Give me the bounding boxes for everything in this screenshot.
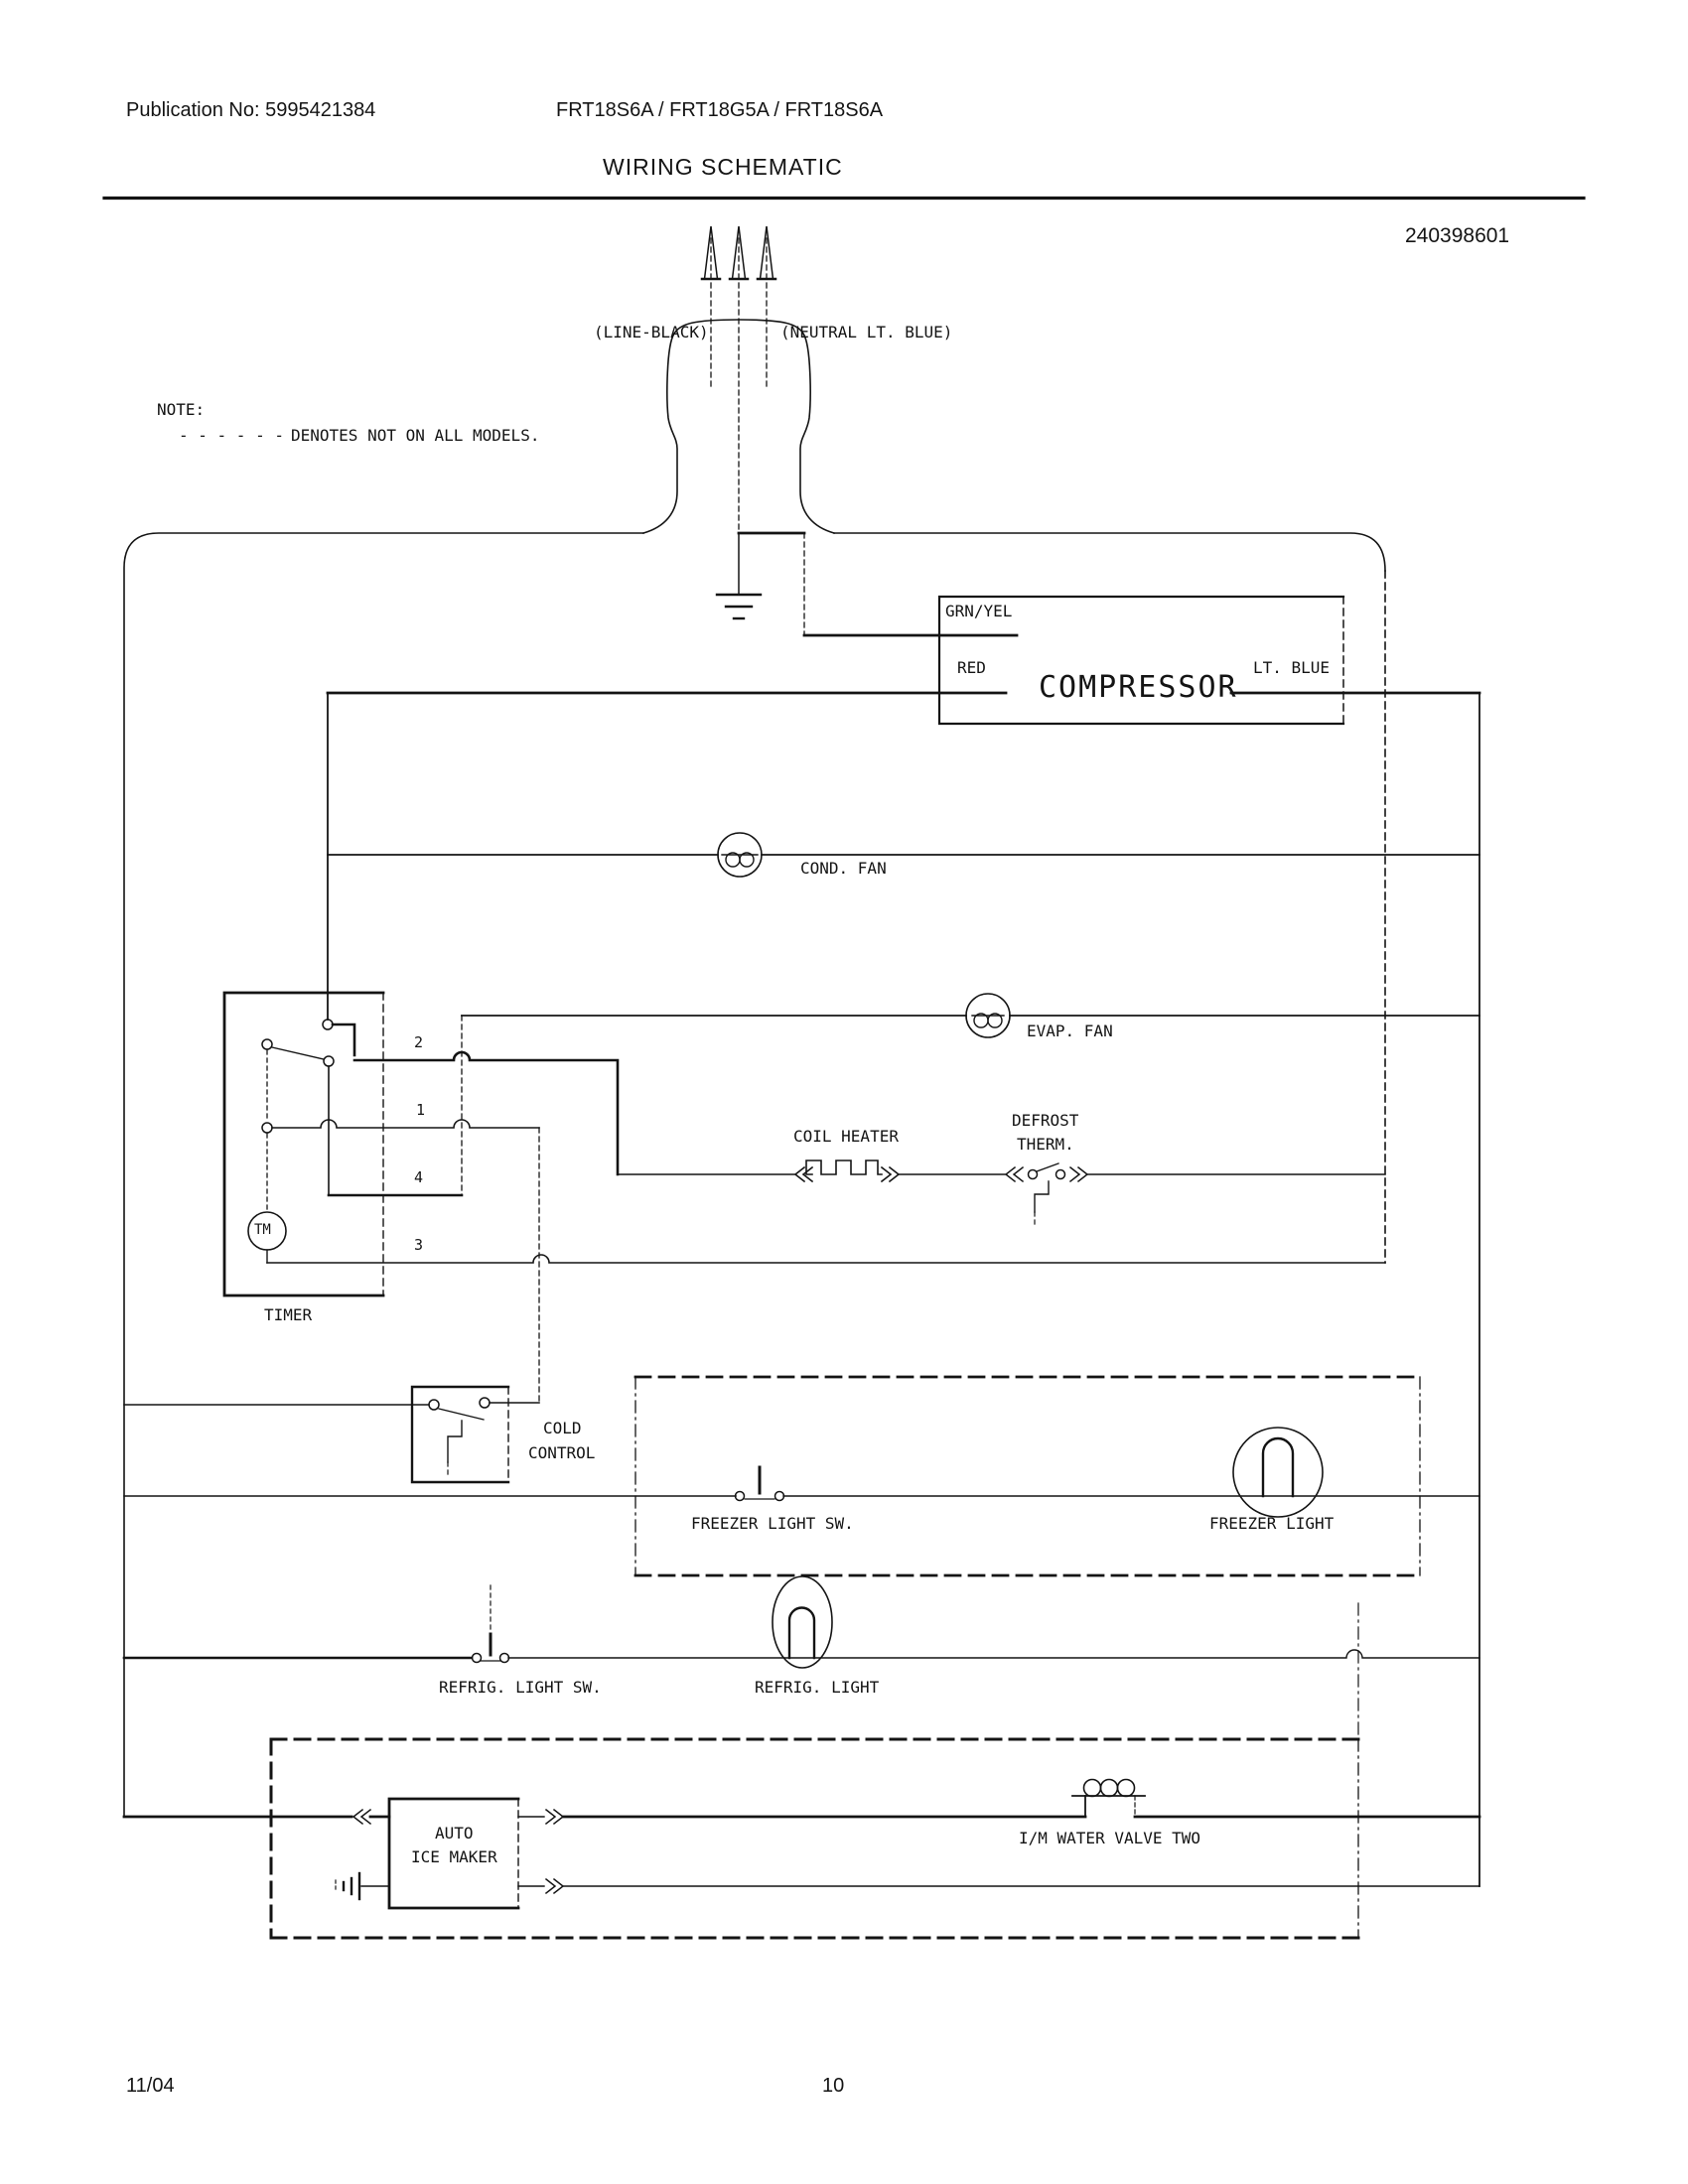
note-dash-sample: - - - - - - <box>179 426 284 445</box>
cond-fan-label: COND. FAN <box>800 859 887 878</box>
ice-maker-ground-icon <box>336 1873 389 1899</box>
defrost-thermostat-switch <box>1006 1163 1385 1227</box>
footer-page-number: 10 <box>822 2075 845 2097</box>
water-valve-label: I/M WATER VALVE TWO <box>1019 1829 1201 1847</box>
freezer-light-label: FREEZER LIGHT <box>1209 1514 1335 1533</box>
defrost-therm-label-1: DEFROST <box>1012 1111 1079 1130</box>
footer-date: 11/04 <box>126 2075 175 2097</box>
coil-heater-resistor <box>618 1160 1005 1181</box>
timer-terminal-2: 2 <box>414 1033 424 1051</box>
refrig-light-sw-label: REFRIG. LIGHT SW. <box>439 1678 602 1697</box>
red-label: RED <box>957 658 986 677</box>
freezer-light-switch <box>124 1467 1479 1501</box>
ice-maker-wires <box>124 1810 1479 1893</box>
freezer-light-sw-label: FREEZER LIGHT SW. <box>691 1514 854 1533</box>
page-title: WIRING SCHEMATIC <box>603 154 843 180</box>
neutral-blue-label: (NEUTRAL LT. BLUE) <box>780 323 953 341</box>
freezer-light-bulb <box>1233 1428 1323 1517</box>
water-valve-coil <box>1072 1780 1145 1818</box>
timer-terminal-4: 4 <box>414 1168 424 1186</box>
evap-fan-label: EVAP. FAN <box>1027 1022 1113 1040</box>
ice-maker-label-2: ICE MAKER <box>411 1847 497 1866</box>
coil-heater-label: COIL HEATER <box>793 1127 899 1146</box>
publication-number: Publication No: 5995421384 <box>126 99 376 121</box>
cold-control-box <box>124 1387 539 1482</box>
compressor-label: COMPRESSOR <box>1039 670 1238 705</box>
refrig-light-bulb <box>773 1576 832 1668</box>
cold-control-label-2: CONTROL <box>528 1443 596 1462</box>
cold-control-label-1: COLD <box>543 1419 582 1437</box>
timer-box <box>224 993 383 1296</box>
part-number: 240398601 <box>1405 224 1510 247</box>
freezer-compartment-outline <box>635 1377 1420 1575</box>
note-text: DENOTES NOT ON ALL MODELS. <box>291 426 540 445</box>
timer-terminal-wires <box>267 1052 1385 1404</box>
cond-fan-motor <box>328 833 1479 877</box>
plug-prong-icons <box>702 226 775 532</box>
note-label: NOTE: <box>157 400 206 419</box>
timer-motor-label: TM <box>254 1222 271 1238</box>
timer-label: TIMER <box>264 1305 313 1324</box>
model-numbers: FRT18S6A / FRT18G5A / FRT18S6A <box>556 99 884 121</box>
refrig-light-label: REFRIG. LIGHT <box>755 1678 880 1697</box>
evap-fan-motor <box>462 994 1479 1195</box>
line-black-label: (LINE-BLACK) <box>594 323 709 341</box>
grn-yel-label: GRN/YEL <box>945 602 1013 620</box>
lt-blue-label: LT. BLUE <box>1253 658 1331 677</box>
timer-terminal-1: 1 <box>416 1101 426 1119</box>
defrost-therm-label-2: THERM. <box>1017 1135 1074 1154</box>
ground-icon <box>717 533 761 618</box>
ice-maker-label-1: AUTO <box>435 1824 474 1843</box>
wires <box>328 693 1479 1886</box>
timer-terminal-3: 3 <box>414 1236 424 1254</box>
